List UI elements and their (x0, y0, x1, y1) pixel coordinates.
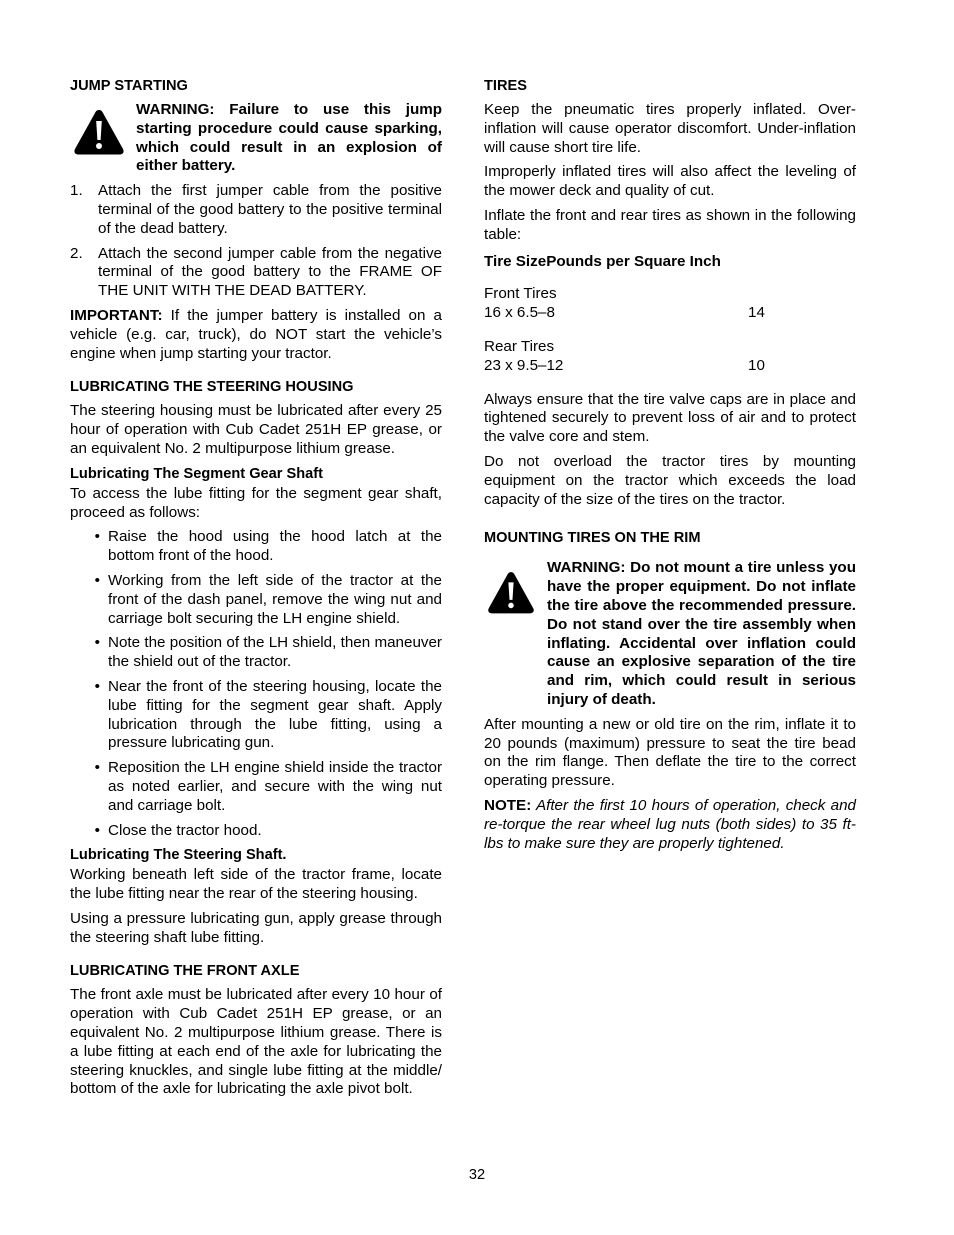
list-item (70, 572, 442, 628)
mounting-p1: After mounting a new or old tire on the rim, inflate it to 20 pounds (maximum) pressure to seat the tire bead on the rim flange. Then deflate the tire to the correct operating pressure. (484, 715, 856, 790)
jump-warning-block (70, 101, 442, 176)
steering-shaft-p2: Using a pressure lubricating gun, apply grease through the steering shaft lube fitting. (70, 909, 442, 946)
jump-warning-text: WARNING: Failure to use this jump starting procedure could cause sparking, which could result in an explosion of either battery. (136, 101, 442, 175)
front-axle-heading: LUBRICATING THE FRONT AXLE (70, 963, 300, 980)
right-column (484, 77, 856, 859)
bullet-icon: • (94, 677, 100, 695)
steering-shaft-p1: Working beneath left side of the tractor frame, locate the lube fitting near the rear of the steering housing. (70, 866, 442, 903)
tire-table-row (484, 338, 856, 376)
note-text: After the first 10 hours of operation, check and re-torque the rear wheel lug nuts (both sides) to 35 ft-lbs to make sure they are properly tightened. (484, 796, 856, 852)
tire-row-size: 23 x 9.5–12 (484, 356, 564, 374)
step-text: Attach the first jumper cable from the positive terminal of the good battery to the positive terminal of the dead battery. (98, 182, 442, 237)
front-axle-text: The front axle must be lubricated after every 10 hour of operation with Cub Cadet 251H EP grease, or an equivalent No. 2 multipurpose lithium grease. There is a lube fitting at each end of the axle for lubricating the steering knuckles, and single lube fitting at the middle/ bottom of the axle for lubricating the axle pivot bolt. (70, 986, 442, 1098)
step-text: Attach the second jumper cable from the negative terminal of the good battery to the FRAME OF THE UNIT WITH THE DEAD BATTERY. (98, 244, 442, 300)
tires-p5: Do not overload the tractor tires by mounting equipment on the tractor which exceeds the load capacity of the size of the tires on the tractor. (484, 452, 856, 508)
steering-intro: The steering housing must be lubricated after every 25 hour of operation with Cub Cadet 251H EP grease, or an equivalent No. 2 multipurpose lithium grease. (70, 402, 442, 457)
bullet-icon: • (94, 821, 100, 839)
tire-table-row (484, 285, 856, 323)
jump-steps-list (70, 182, 442, 301)
list-item (70, 822, 442, 841)
bullet-icon: • (94, 634, 100, 652)
bullet-icon: • (94, 571, 100, 589)
bullet-text: Raise the hood using the hood latch at the bottom front of the hood. (108, 528, 442, 565)
list-item (70, 759, 442, 815)
step-number: 1. (70, 182, 83, 200)
left-column (70, 77, 442, 1105)
list-item (70, 182, 442, 238)
tires-p2: Improperly inflated tires will also affect the leveling of the mower deck and quality of cut. (484, 163, 856, 200)
list-item (70, 678, 442, 753)
tire-row-psi: 10 (748, 356, 765, 374)
bullet-text: Note the position of the LH shield, then maneuver the shield out of the tractor. (108, 634, 442, 671)
segment-gear-bullets (70, 528, 442, 840)
mounting-warning-block (484, 559, 856, 709)
steering-shaft-heading: Lubricating The Steering Shaft. (70, 847, 287, 864)
step-number: 2. (70, 244, 83, 262)
warning-triangle-icon (72, 107, 126, 157)
segment-gear-heading: Lubricating The Segment Gear Shaft (70, 465, 323, 482)
mounting-tires-heading: MOUNTING TIRES ON THE RIM (484, 530, 701, 547)
mounting-warning-text: WARNING: Do not mount a tire unless you have the proper equipment. Do not inflate the tire above the recommended pressure. Do not stand over the tire assembly when inflating. Accidental over inflation could cause an explosive separation of the tire and rim, which could result in serious injury of death. (547, 559, 856, 708)
bullet-text: Working from the left side of the tractor at the front of the dash panel, remove the wing nut and carriage bolt securing the LH engine shield. (108, 571, 442, 627)
bullet-icon: • (94, 759, 100, 777)
tire-row-label: Front Tires (484, 285, 557, 303)
page-number: 32 (468, 1167, 486, 1183)
tires-p1: Keep the pneumatic tires properly inflated. Over-inflation will cause operator discomfort. Under-inflation will cause short tire life. (484, 101, 856, 156)
bullet-text: Near the front of the steering housing, locate the lube fitting for the segment gear shaft. Apply lubrication through the lube fitting, using a pressure lubricating gun. (108, 677, 442, 752)
important-label: IMPORTANT: (70, 306, 163, 324)
tire-table-header: Tire SizePounds per Square Inch (484, 252, 721, 270)
tires-p3: Inflate the front and rear tires as shown in the following table: (484, 206, 856, 243)
jump-starting-heading: JUMP STARTING (70, 78, 188, 94)
segment-gear-intro: To access the lube fitting for the segment gear shaft, proceed as follows: (70, 484, 442, 521)
tire-row-label: Rear Tires (484, 337, 555, 355)
bullet-text: Close the tractor hood. (108, 821, 262, 839)
tire-row-size: 16 x 6.5–8 (484, 304, 555, 322)
bullet-text: Reposition the LH engine shield inside the tractor as noted earlier, and secure with the wing nut and carriage bolt. (108, 759, 442, 814)
important-text: If the jumper battery is installed on a vehicle (e.g. car, truck), do NOT start the vehicle’s engine when jump starting your tractor. (70, 306, 442, 362)
bullet-icon: • (94, 528, 100, 546)
list-item (70, 634, 442, 672)
tires-p4: Always ensure that the tire valve caps are in place and tightened securely to prevent loss of air and to protect the valve core and stem. (484, 390, 856, 446)
steering-housing-heading: LUBRICATING THE STEERING HOUSING (70, 379, 354, 396)
tires-heading: TIRES (484, 78, 527, 94)
tire-row-psi: 14 (748, 304, 765, 322)
important-paragraph (70, 307, 442, 363)
warning-triangle-icon (486, 569, 536, 616)
list-item (70, 245, 442, 301)
note-label: NOTE: (484, 796, 532, 814)
list-item (70, 528, 442, 566)
note-paragraph (484, 797, 856, 853)
